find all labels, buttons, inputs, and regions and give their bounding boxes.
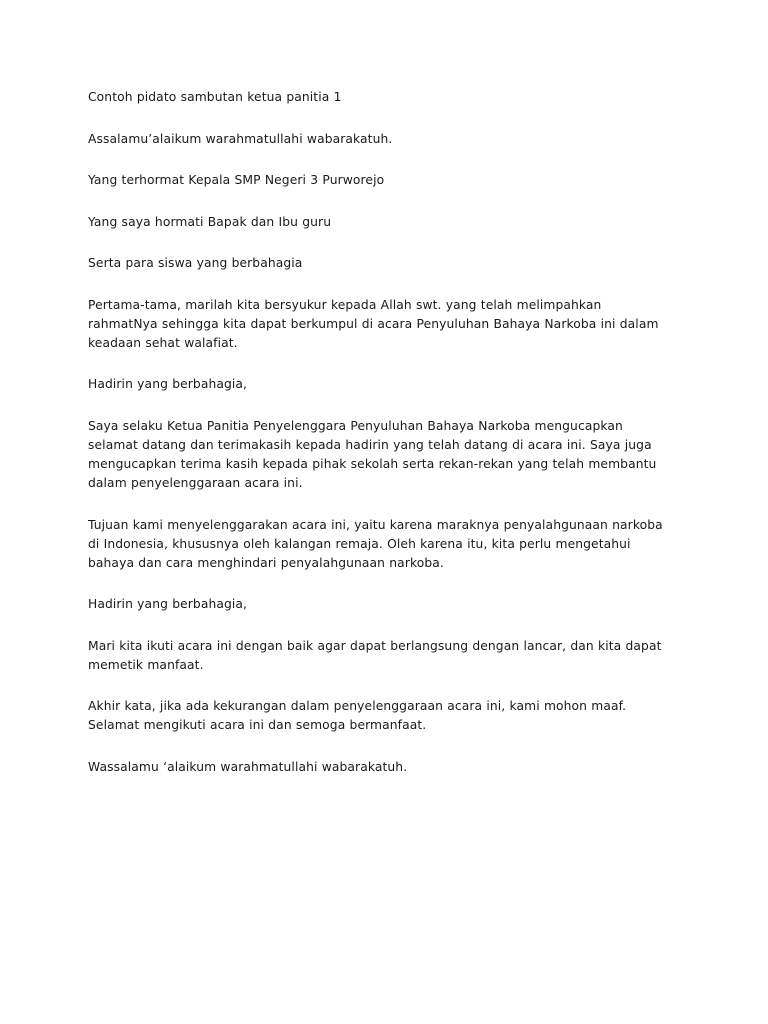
paragraph-welcome: Saya selaku Ketua Panitia Penyelenggara Penyuluhan Bahaya Narkoba mengucapkan selamat datang dan terimakasih kepada hadirin yang telah datang di acara ini. Saya juga mengucapkan terima kasih kepada pihak sekolah serta rekan-rekan yang telah membantu dalam penyelenggaraan acara ini.: [88, 418, 657, 491]
document-title: Contoh pidato sambutan ketua panitia 1: [88, 90, 342, 104]
paragraph-invitation: Mari kita ikuti acara ini dengan baik agar dapat berlangsung dengan lancar, dan kita dapat memetik manfaat.: [88, 638, 662, 672]
salutation-teachers: Yang saya hormati Bapak dan Ibu guru: [88, 214, 332, 229]
greeting-paragraph: Assalamu’alaikum warahmatullahi wabarakatuh.: [88, 131, 393, 146]
salutation-students: Serta para siswa yang berbahagia: [88, 256, 303, 271]
paragraph-gratitude: Pertama-tama, marilah kita bersyukur kepada Allah swt. yang telah melimpahkan rahmatNya sehingga kita dapat berkumpul di acara Penyuluhan Bahaya Narkoba ini dalam keadaan sehat walafiat.: [88, 297, 659, 350]
document-body: [88, 88, 666, 777]
paragraph-closing-apology: Akhir kata, jika ada kekurangan dalam penyelenggaraan acara ini, kami mohon maaf. Selamat mengikuti acara ini dan semoga bermanfaat.: [88, 699, 627, 733]
salutation-principal: Yang terhormat Kepala SMP Negeri 3 Purworejo: [88, 173, 385, 188]
address-audience-1: Hadirin yang berbahagia,: [88, 377, 248, 392]
address-audience-2: Hadirin yang berbahagia,: [88, 597, 248, 612]
paragraph-purpose: Tujuan kami menyelenggarakan acara ini, yaitu karena maraknya penyalahgunaan narkoba di Indonesia, khususnya oleh kalangan remaja. Oleh karena itu, kita perlu mengetahui bahaya dan cara menghindari penyalahgunaan narkoba.: [88, 517, 663, 570]
closing-greeting: Wassalamu ‘alaikum warahmatullahi wabarakatuh.: [88, 759, 408, 774]
